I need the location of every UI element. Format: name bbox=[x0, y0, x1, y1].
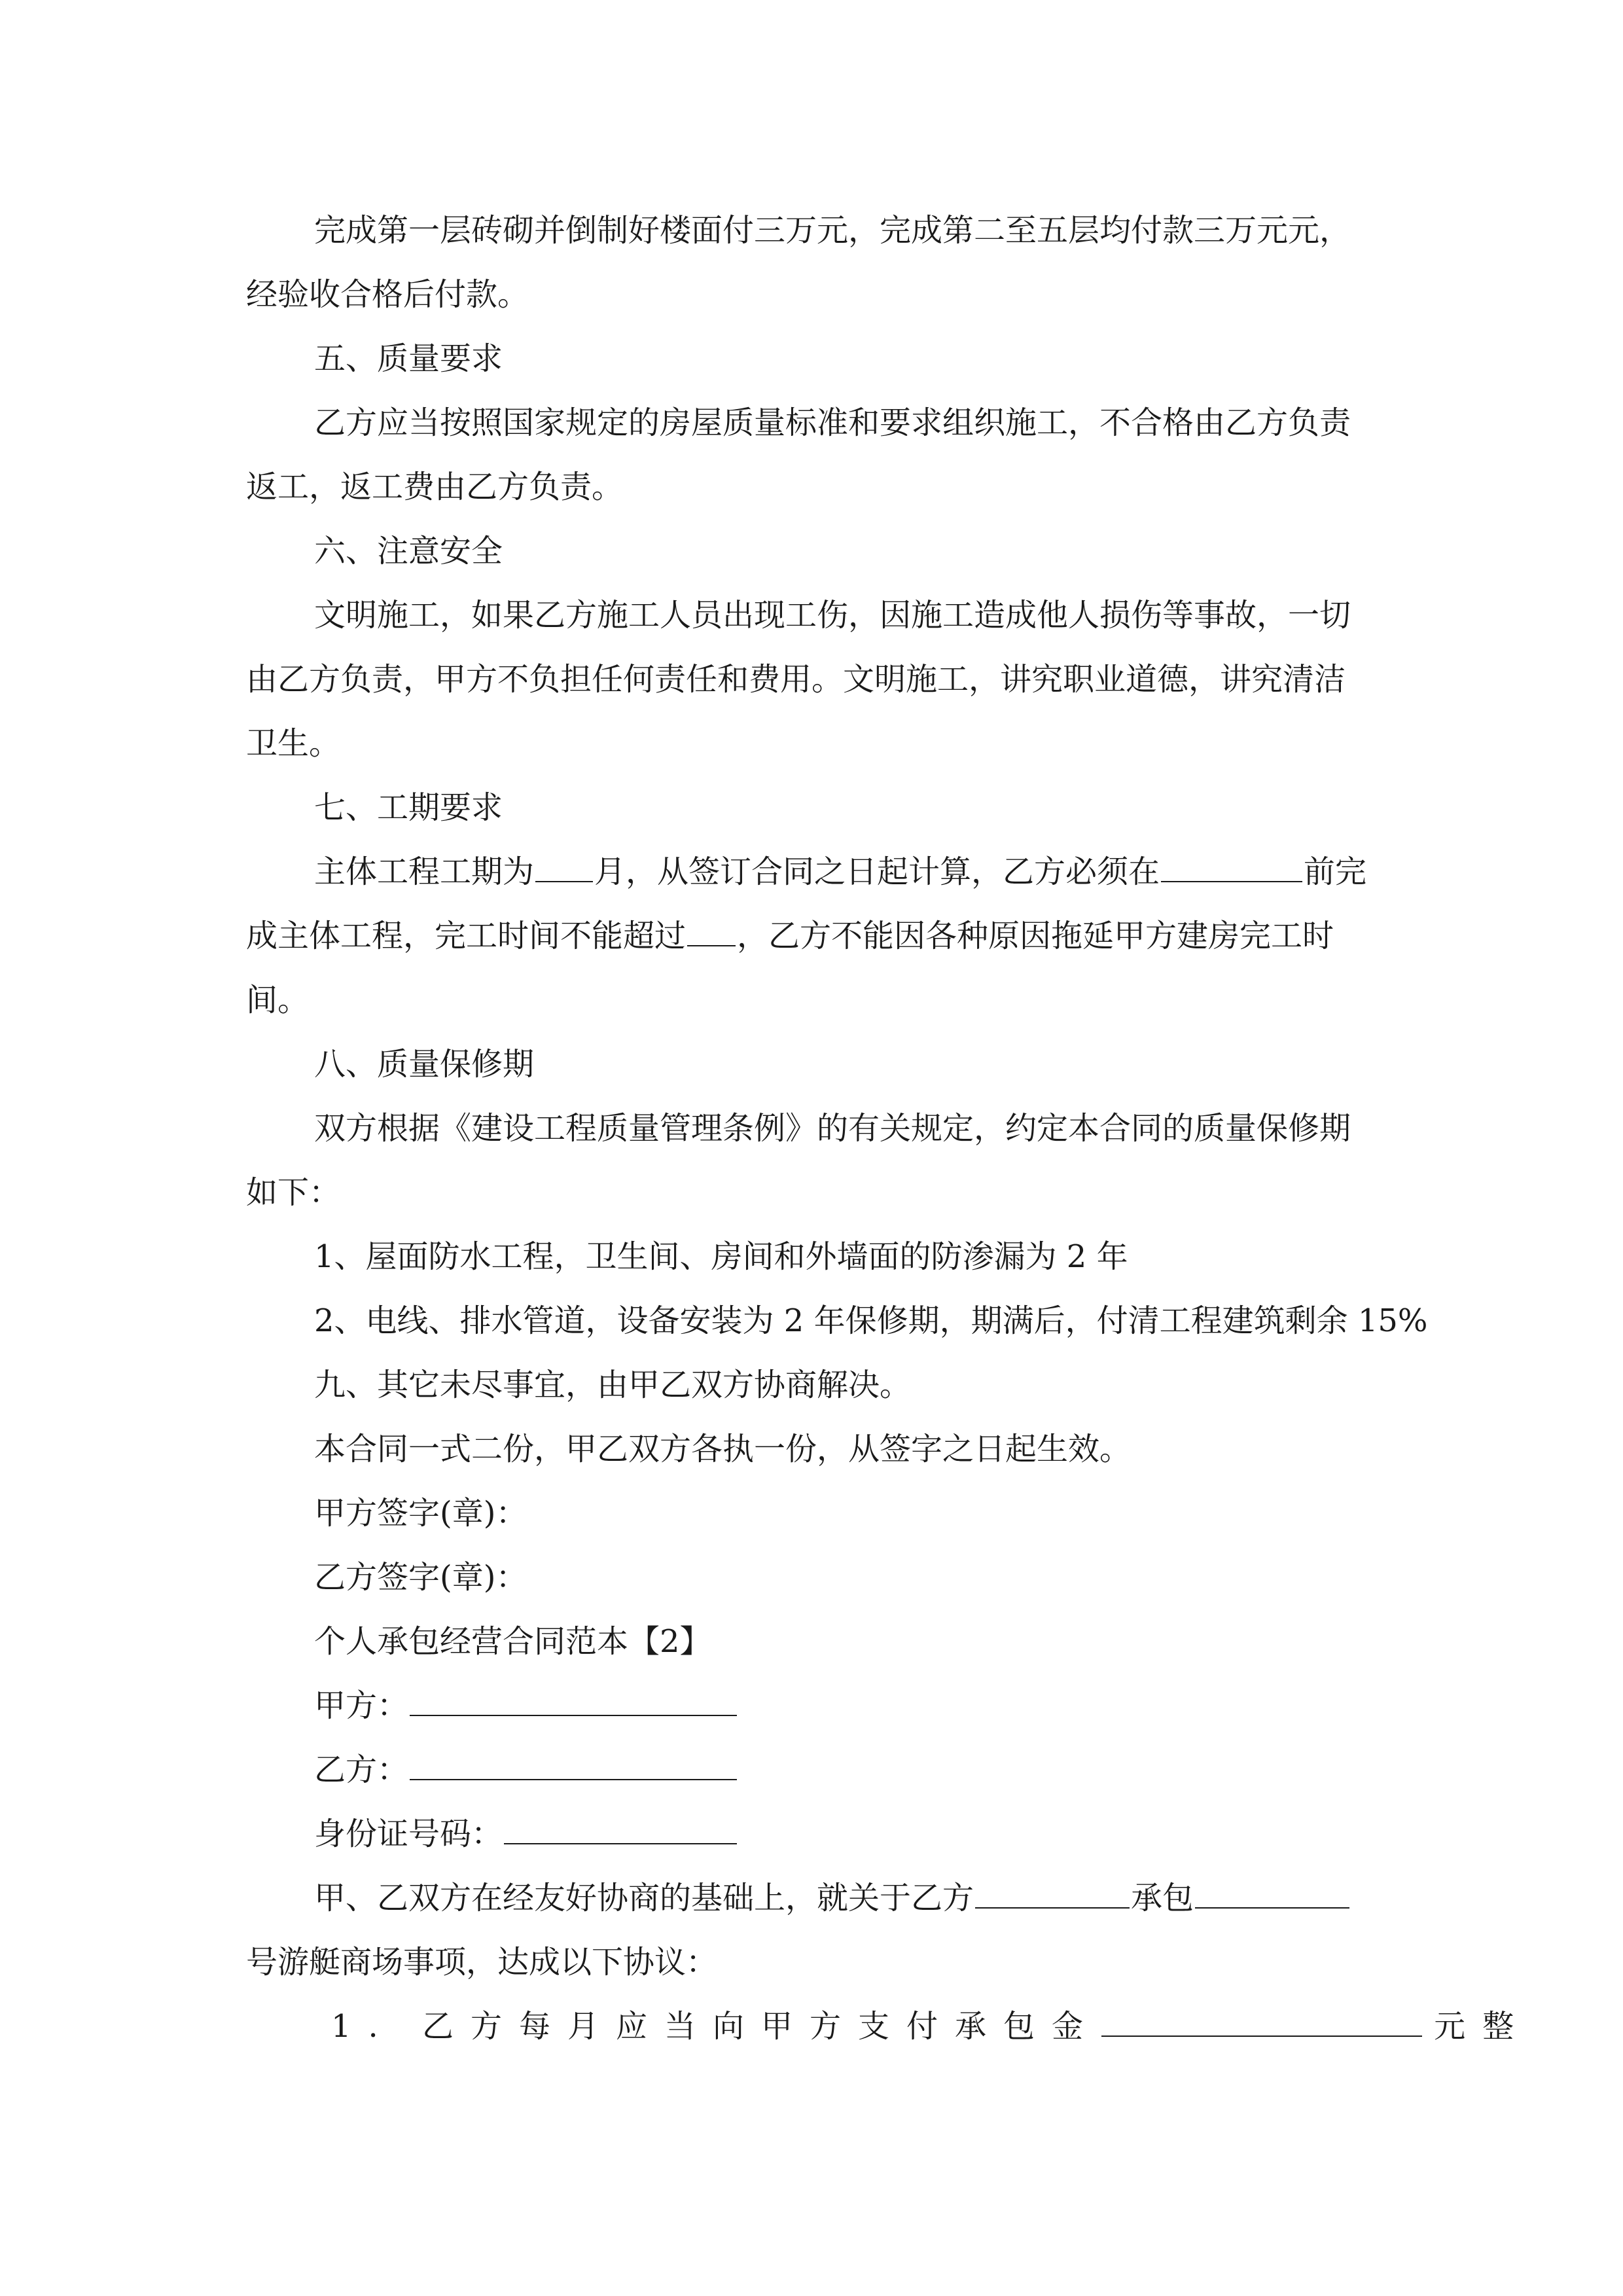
section-heading bbox=[314, 531, 1623, 571]
party-field bbox=[314, 1686, 1623, 1725]
paragraph-line bbox=[246, 980, 1623, 1020]
list-item bbox=[331, 2007, 1623, 2046]
paragraph-line bbox=[246, 275, 1623, 314]
text-run: 返工，返工费由乙方负责。 bbox=[246, 469, 624, 505]
paragraph-line bbox=[246, 1943, 1623, 1982]
text-run: 经验收合格后付款。 bbox=[246, 276, 529, 313]
heading-text: 八、质量保修期 bbox=[314, 1046, 535, 1083]
text-run: 卫生。 bbox=[246, 725, 341, 762]
paragraph-line bbox=[314, 1878, 1623, 1918]
text-run: 由乙方负责，甲方不负担任何责任和费用。文明施工，讲究职业道德，讲究清洁 bbox=[246, 661, 1346, 698]
id-number-field bbox=[314, 1814, 1623, 1854]
blank-field bbox=[687, 916, 736, 946]
text-run: 如下： bbox=[246, 1174, 341, 1211]
blank-field bbox=[535, 852, 593, 882]
paragraph-line bbox=[314, 1429, 1623, 1469]
signature-line bbox=[314, 1494, 1623, 1533]
paragraph-line bbox=[246, 916, 1623, 956]
heading-text: 七、工期要求 bbox=[314, 789, 503, 826]
text-run: 1. 乙方每月应当向甲方支付承包金 bbox=[331, 2008, 1101, 2045]
section-heading bbox=[314, 1045, 1623, 1084]
paragraph-line bbox=[314, 596, 1623, 635]
text-run: 九、其它未尽事宜，由甲乙双方协商解决。 bbox=[314, 1367, 912, 1403]
paragraph-line bbox=[246, 1173, 1623, 1212]
blank-field bbox=[504, 1814, 737, 1844]
text-run: 1、屋面防水工程，卫生间、房间和外墙面的防渗漏为 2 年 bbox=[314, 1238, 1128, 1275]
signature-label: 甲方签字(章)： bbox=[314, 1495, 527, 1532]
text-run: 文明施工，如果乙方施工人员出现工伤，因施工造成他人损伤等事故，一切 bbox=[314, 597, 1351, 634]
text-run: 甲、乙双方在经友好协商的基础上，就关于乙方 bbox=[314, 1880, 974, 1916]
text-run: 元整 bbox=[1434, 2008, 1531, 2045]
text-run: 号游艇商场事项，达成以下协议： bbox=[246, 1944, 718, 1981]
blank-field bbox=[1101, 2007, 1422, 2037]
text-run: 间。 bbox=[246, 982, 310, 1018]
heading-text: 五、质量要求 bbox=[314, 340, 503, 377]
text-run: 前完 bbox=[1304, 853, 1367, 890]
paragraph-line bbox=[314, 1109, 1623, 1148]
list-item bbox=[314, 1237, 1623, 1276]
list-item bbox=[314, 1301, 1623, 1340]
blank-field bbox=[410, 1750, 737, 1780]
title-text: 个人承包经营合同范本【2】 bbox=[314, 1623, 711, 1660]
heading-text: 六、注意安全 bbox=[314, 533, 503, 569]
text-run: 本合同一式二份，甲乙双方各执一份，从签字之日起生效。 bbox=[314, 1431, 1132, 1467]
blank-field bbox=[1161, 852, 1302, 882]
text-run: 乙方应当按照国家规定的房屋质量标准和要求组织施工，不合格由乙方负责 bbox=[314, 404, 1351, 441]
text-run: 成主体工程，完工时间不能超过 bbox=[246, 918, 687, 954]
party-field bbox=[314, 1750, 1623, 1789]
paragraph-line bbox=[246, 467, 1623, 507]
text-run: 月，从签订合同之日起计算，乙方必须在 bbox=[594, 853, 1160, 890]
blank-field bbox=[410, 1686, 737, 1716]
blank-field bbox=[975, 1878, 1130, 1909]
id-label: 身份证号码： bbox=[314, 1816, 503, 1852]
document-title bbox=[314, 1622, 1623, 1661]
text-run: 完成第一层砖砌并倒制好楼面付三万元，完成第二至五层均付款三万元元， bbox=[314, 212, 1351, 249]
paragraph-line bbox=[314, 211, 1414, 250]
paragraph-line bbox=[314, 1365, 1623, 1405]
text-run: 双方根据《建设工程质量管理条例》的有关规定，约定本合同的质量保修期 bbox=[314, 1110, 1351, 1147]
signature-label: 乙方签字(章)： bbox=[314, 1559, 527, 1596]
section-heading bbox=[314, 788, 1623, 827]
signature-line bbox=[314, 1558, 1623, 1597]
party-label: 甲方： bbox=[314, 1687, 409, 1724]
paragraph-line bbox=[314, 852, 1623, 891]
text-run: 2、电线、排水管道，设备安装为 2 年保修期，期满后，付清工程建筑剩余 15% bbox=[314, 1302, 1428, 1339]
section-heading bbox=[314, 339, 1623, 378]
text-run: 承包 bbox=[1131, 1880, 1194, 1916]
party-label: 乙方： bbox=[314, 1751, 409, 1788]
paragraph-line bbox=[246, 724, 1623, 763]
paragraph-line bbox=[314, 403, 1623, 442]
paragraph-line bbox=[246, 660, 1623, 699]
text-run: ，乙方不能因各种原因拖延甲方建房完工时 bbox=[737, 918, 1334, 954]
text-run: 主体工程工期为 bbox=[314, 853, 535, 890]
blank-field bbox=[1195, 1878, 1349, 1909]
